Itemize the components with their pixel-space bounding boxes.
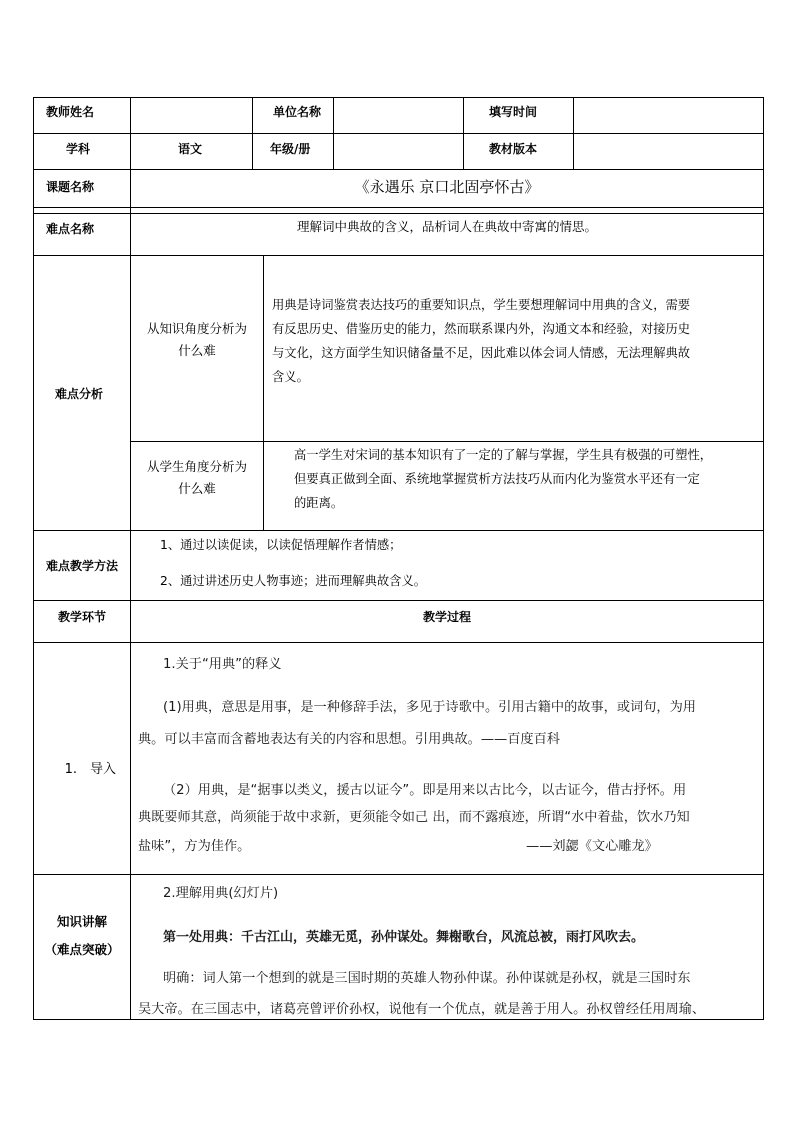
student-angle-text bbox=[272, 443, 762, 515]
teacher-name-label: 教师姓名 bbox=[46, 104, 95, 119]
intro-paragraph: 盐味”，方为佳作。 bbox=[138, 839, 251, 854]
knowledge-paragraph: 明确：词人第一个想到的就是三国时期的英雄人物孙仲谋。孙仲谋就是孙权，就是三国时东 bbox=[163, 971, 691, 986]
difficulty-name-value: 理解词中典故的含义，品析词人在典故中寄寓的情思。 bbox=[296, 219, 597, 234]
table-col-rule bbox=[463, 97, 464, 170]
subject-value: 语文 bbox=[178, 141, 203, 156]
knowledge-stage-label: 知识讲解 （难点突破） bbox=[44, 914, 120, 957]
knowledge-heading: 2.理解用典(幻灯片) bbox=[163, 886, 279, 901]
analysis-line: 有反思历史、借鉴历史的能力，然而联系课内外，沟通文本和经验，对接历史 bbox=[272, 322, 691, 336]
difficulty-name-label: 难点名称 bbox=[46, 221, 95, 236]
fill-date-label: 填写时间 bbox=[489, 104, 538, 119]
intro-heading: 1.关于“用典”的释义 bbox=[163, 657, 282, 672]
analysis-line: 但要真正做到全面、系统地掌握赏析方法技巧从而内化为鉴赏水平还有一定 bbox=[294, 472, 700, 486]
table-rule bbox=[130, 441, 764, 442]
intro-paragraph: 典既要师其意，尚须能于故中求新，更须能令如己 出，而不露痕迹，所谓“水中着盐，饮水乃知 bbox=[138, 810, 690, 825]
teacher-name-value[interactable] bbox=[131, 98, 252, 133]
method-item: 2、通过讲述历史人物事迹；进而理解典故含义。 bbox=[160, 574, 427, 588]
analysis-line: 用典是诗词鉴赏表达技巧的重要知识点，学生要想理解词中用典的含义，需要 bbox=[272, 298, 691, 312]
intro-paragraph: （2）用典，是“据事以类义，援古以证今”。即是用来以古比今，以古证今，借古抒怀。用 bbox=[163, 783, 687, 798]
first-allusion: 第一处用典：千古江山，英雄无觅，孙仲谋处。舞榭歌台，风流总被，雨打风吹去。 bbox=[163, 930, 645, 945]
textbook-value[interactable] bbox=[574, 134, 763, 169]
intro-source: ——刘勰《文心雕龙》 bbox=[526, 839, 658, 854]
unit-name-value[interactable] bbox=[334, 98, 463, 133]
teaching-process-header: 教学过程 bbox=[422, 609, 471, 624]
lesson-title-label: 课题名称 bbox=[46, 180, 95, 194]
table-rule bbox=[33, 1019, 764, 1020]
table-rule bbox=[33, 169, 764, 170]
table-rule bbox=[33, 530, 764, 531]
analysis-line: 含义。 bbox=[272, 370, 309, 384]
table-border-right bbox=[763, 97, 764, 1020]
table-col-rule bbox=[252, 97, 253, 170]
intro-paragraph: (1)用典，意思是用事，是一种修辞手法，多见于诗歌中。引用古籍中的故事，或词句，为用 bbox=[163, 700, 696, 715]
table-rule bbox=[33, 213, 764, 214]
fill-date-value[interactable] bbox=[574, 98, 763, 133]
textbook-label: 教材版本 bbox=[489, 141, 538, 156]
intro-stage-label: 1. 导入 bbox=[64, 762, 116, 777]
subject-label: 学科 bbox=[66, 141, 91, 156]
knowledge-angle-label: 从知识角度分析为 什么难 bbox=[146, 321, 247, 358]
grade-label: 年级/册 bbox=[270, 141, 311, 156]
method-item: 1、通过以读促读，以读促悟理解作者情感； bbox=[160, 538, 402, 552]
table-rule bbox=[33, 207, 764, 208]
intro-paragraph: 典。可以丰富而含蓄地表达有关的内容和思想。引用典故。——百度百科 bbox=[138, 732, 560, 747]
teaching-stage-header: 教学环节 bbox=[57, 609, 106, 624]
knowledge-angle-text bbox=[272, 293, 762, 389]
table-col-rule bbox=[263, 255, 264, 531]
table-col-rule bbox=[130, 97, 131, 1020]
student-angle-label: 从学生角度分析为 什么难 bbox=[146, 459, 247, 496]
table-rule bbox=[33, 642, 764, 643]
unit-name-label: 单位名称 bbox=[273, 104, 322, 119]
difficulty-analysis-label: 难点分析 bbox=[54, 387, 103, 401]
analysis-line: 高一学生对宋词的基本知识有了一定的了解与掌握，学生具有极强的可塑性， bbox=[294, 448, 713, 462]
teaching-method-label: 难点教学方法 bbox=[45, 559, 118, 573]
knowledge-paragraph: 吴大帝。在三国志中，诸葛亮曾评价孙权，说他有一个优点，就是善于用人。孙权曾经任用周瑜、 bbox=[138, 1002, 706, 1017]
analysis-line: 的距离。 bbox=[294, 496, 344, 510]
grade-value[interactable] bbox=[334, 134, 463, 169]
table-rule bbox=[33, 874, 764, 875]
lesson-title: 《永遇乐 京口北固亭怀古》 bbox=[354, 178, 540, 196]
table-rule bbox=[33, 255, 764, 256]
analysis-line: 与文化，这方面学生知识储备量不足，因此难以体会词人情感，无法理解典故 bbox=[272, 346, 691, 360]
